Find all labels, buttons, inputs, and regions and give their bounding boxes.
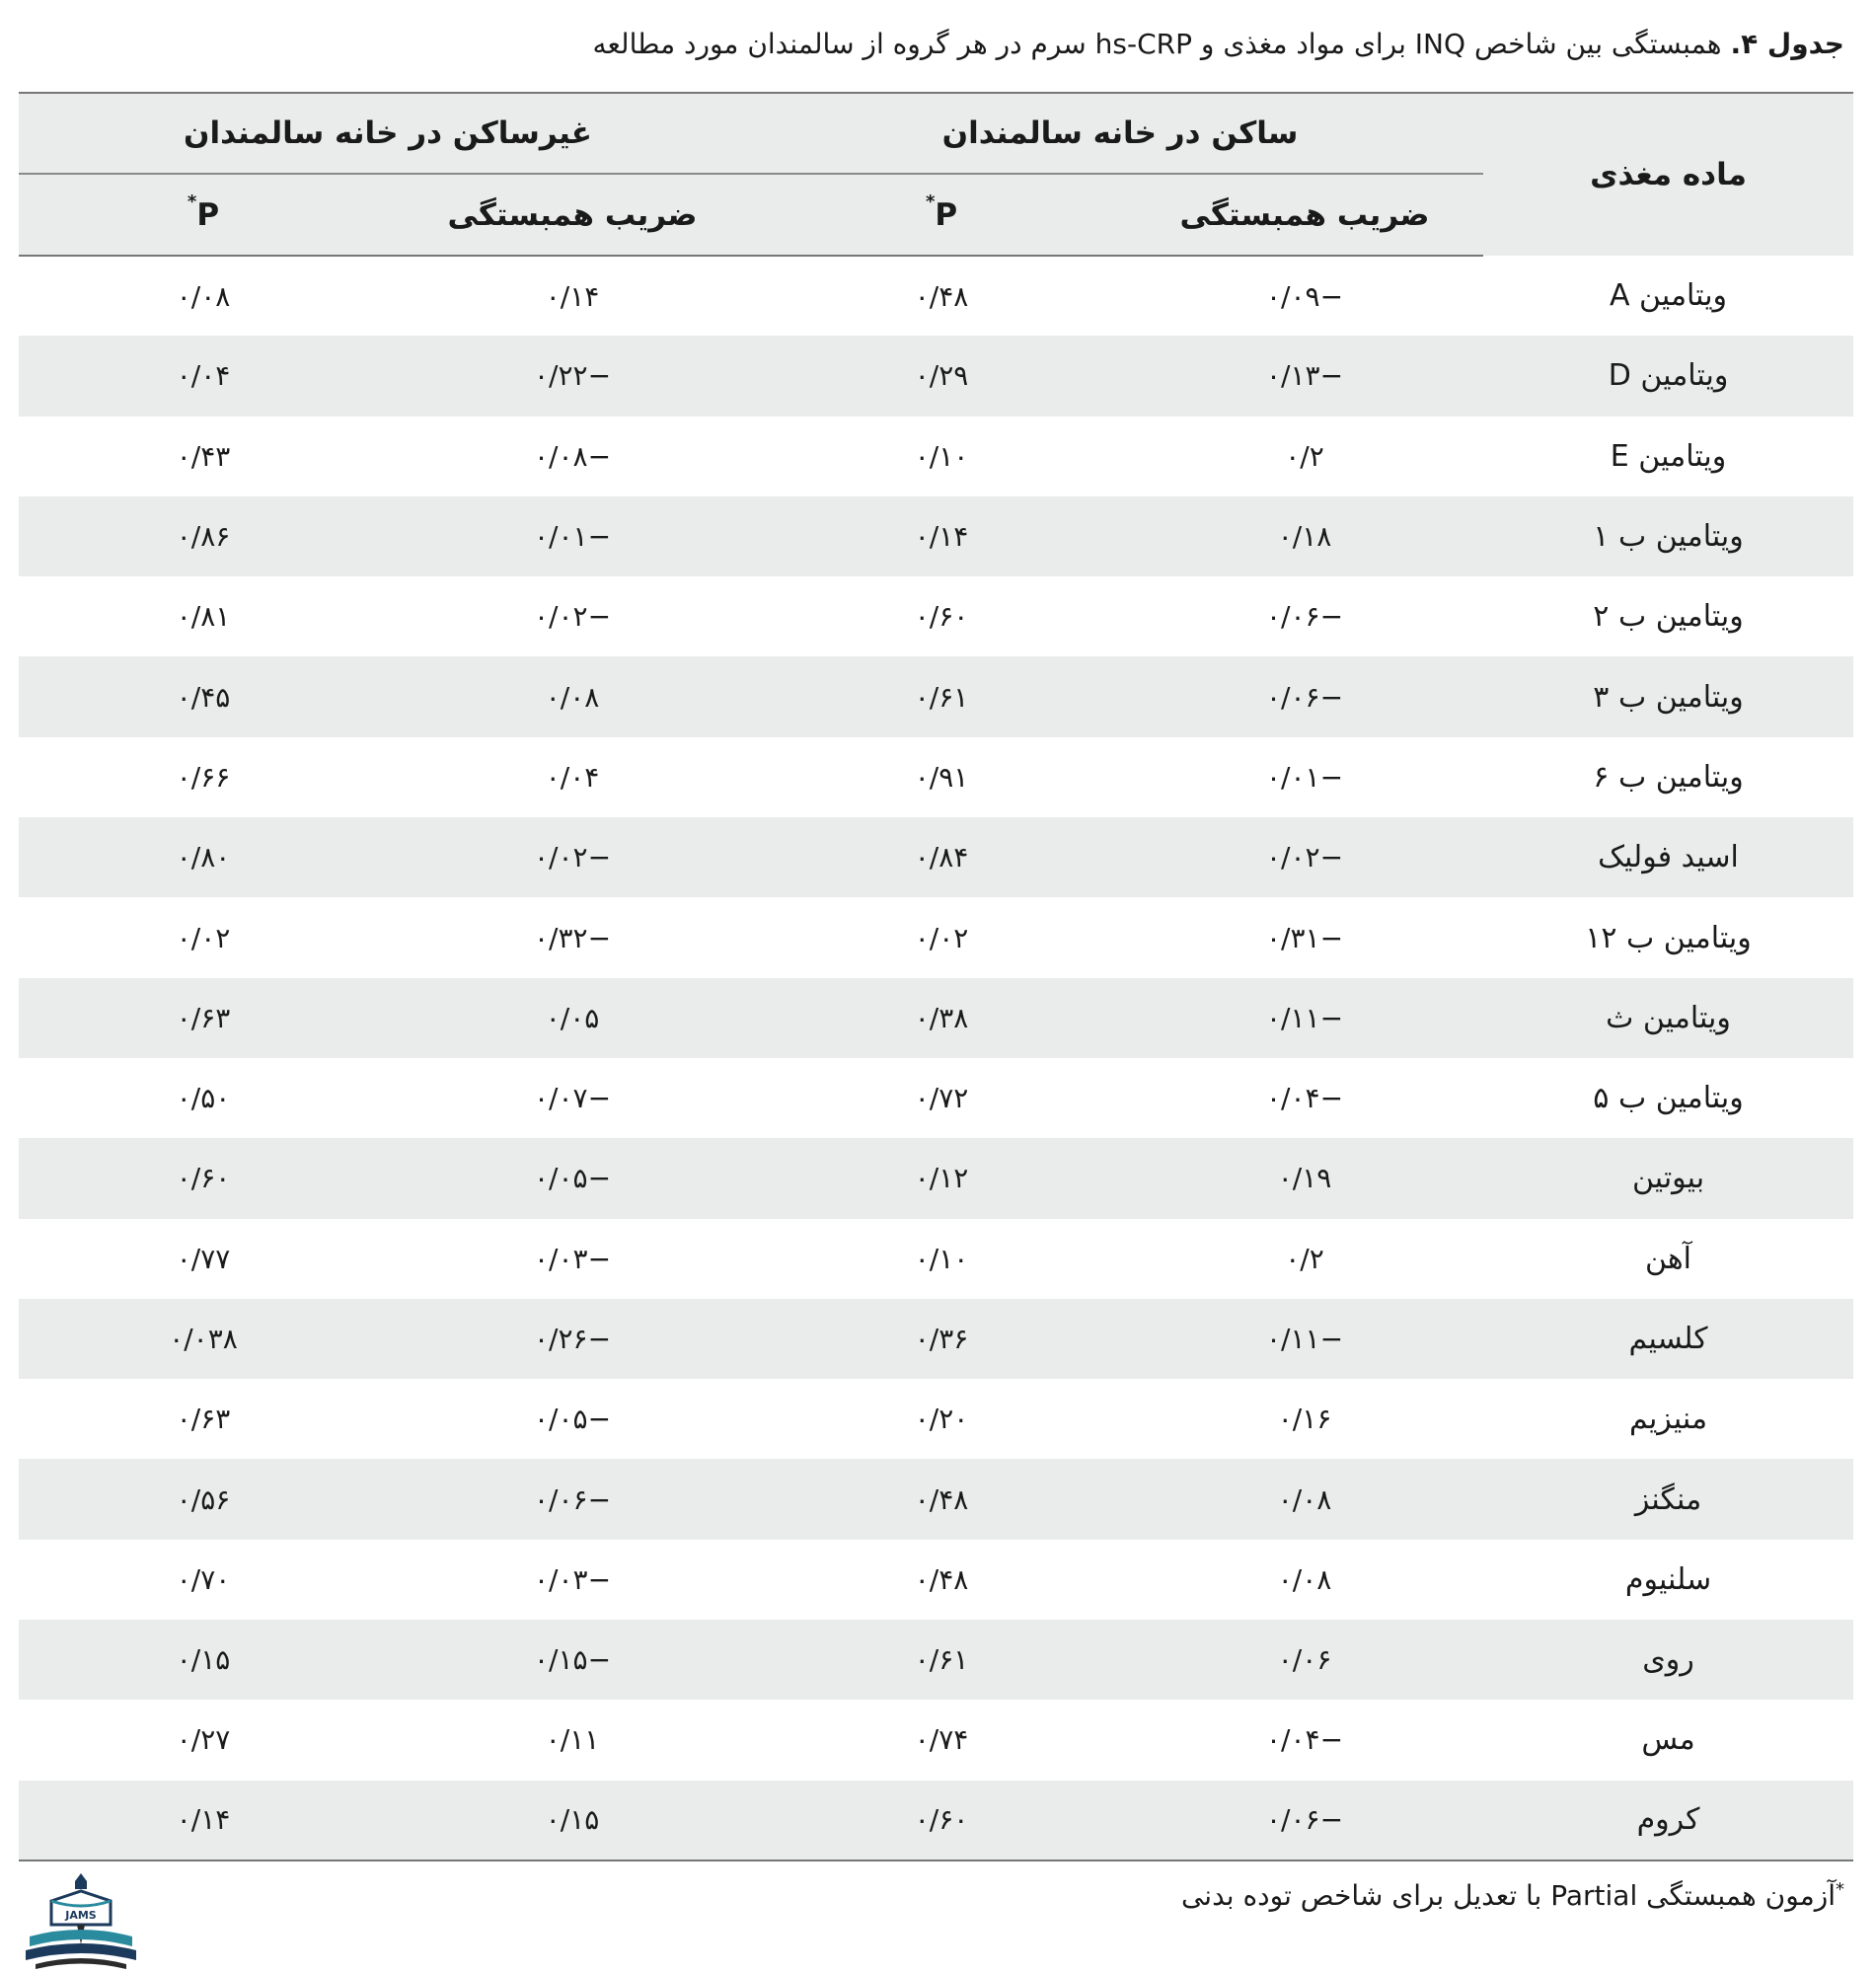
nonresident-correlation-cell: −۰/۳۲ xyxy=(534,921,612,954)
resident-correlation-cell: ۰/۰۸ xyxy=(1277,1562,1332,1596)
nonresident-correlation-cell: −۰/۰۷ xyxy=(534,1082,612,1115)
table-row xyxy=(19,1620,1853,1700)
table-row xyxy=(19,1781,1853,1860)
nutrient-cell: ویتامین A xyxy=(1609,278,1728,314)
resident-correlation-cell: ۰/۲ xyxy=(1285,1242,1324,1275)
header-correlation-resident: ضریب همبستگی xyxy=(1126,174,1483,256)
table-row xyxy=(19,1058,1853,1138)
nonresident-p-cell: ۰/۸۶ xyxy=(176,520,231,554)
resident-correlation-cell: ۰/۲ xyxy=(1285,439,1324,473)
resident-correlation-cell: ۰/۱۶ xyxy=(1277,1403,1332,1436)
nonresident-p-cell: ۰/۷۷ xyxy=(176,1242,231,1275)
resident-correlation-cell: −۰/۰۶ xyxy=(1266,680,1344,714)
footnote-text: آزمون همبستگی Partial با تعدیل برای شاخص توده بدنی xyxy=(1180,1879,1836,1912)
nonresident-p-cell: ۰/۶۰ xyxy=(176,1162,231,1195)
logo-text: JAMS xyxy=(65,1909,97,1922)
nonresident-correlation-cell: −۰/۰۲ xyxy=(534,841,612,874)
nonresident-correlation-cell: ۰/۱۴ xyxy=(545,279,600,313)
nonresident-correlation-cell: −۰/۲۶ xyxy=(534,1323,612,1355)
nonresident-p-cell: ۰/۸۱ xyxy=(176,600,231,634)
table-row xyxy=(19,496,1853,576)
nutrient-cell: مس xyxy=(1641,1722,1695,1758)
header-group-nonresident: غیرساکن در خانه سالمندان xyxy=(19,93,757,174)
nutrient-cell: کلسیم xyxy=(1628,1322,1708,1356)
resident-correlation-cell: −۰/۰۶ xyxy=(1266,600,1344,634)
resident-p-cell: ۰/۴۸ xyxy=(914,279,969,313)
nonresident-correlation-cell: −۰/۰۸ xyxy=(534,439,612,473)
nonresident-correlation-cell: −۰/۰۲ xyxy=(534,600,612,634)
header-p-resident xyxy=(757,174,1126,256)
nonresident-p-cell: ۰/۵۶ xyxy=(176,1482,231,1516)
resident-p-cell: ۰/۸۴ xyxy=(914,841,969,874)
resident-correlation-cell: −۰/۰۲ xyxy=(1266,841,1344,874)
footnote-star: * xyxy=(1836,1879,1844,1900)
nutrient-cell: ویتامین ب ۳ xyxy=(1593,679,1744,715)
resident-p-cell: ۰/۹۱ xyxy=(914,760,969,794)
nonresident-p-cell: ۰/۶۳ xyxy=(176,1001,231,1034)
nonresident-correlation-cell: −۰/۰۵ xyxy=(534,1162,612,1195)
resident-p-cell: ۰/۶۱ xyxy=(914,680,969,714)
nutrient-cell: ویتامین E xyxy=(1610,438,1727,474)
footnote xyxy=(1181,1879,1844,1912)
nonresident-correlation-cell: −۰/۰۳ xyxy=(534,1562,612,1596)
nonresident-correlation-cell: ۰/۱۱ xyxy=(545,1723,600,1757)
nonresident-correlation-cell: ۰/۰۸ xyxy=(545,680,600,714)
resident-correlation-cell: −۰/۱۳ xyxy=(1266,359,1344,393)
nonresident-correlation-cell: −۰/۰۶ xyxy=(534,1482,612,1516)
resident-correlation-cell: ۰/۱۹ xyxy=(1277,1162,1332,1195)
resident-correlation-cell: −۰/۰۶ xyxy=(1126,1781,1483,1860)
nutrient-cell: بیوتین xyxy=(1631,1161,1705,1196)
resident-correlation-cell: ۰/۱۸ xyxy=(1277,520,1332,554)
table-row xyxy=(19,336,1853,416)
nutrient-cell: ویتامین D xyxy=(1608,358,1729,394)
resident-p-cell: ۰/۷۲ xyxy=(914,1082,969,1115)
nutrient-cell: کروم xyxy=(1483,1781,1853,1860)
resident-p-cell: ۰/۶۰ xyxy=(914,600,969,634)
resident-p-cell: ۰/۲۹ xyxy=(914,359,969,393)
nutrient-cell: ویتامین ب ۱ xyxy=(1593,519,1744,555)
resident-correlation-cell: −۰/۱۱ xyxy=(1266,1001,1344,1034)
nonresident-p-cell: ۰/۰۲ xyxy=(176,921,231,954)
nonresident-correlation-cell: −۰/۱۵ xyxy=(534,1643,612,1677)
resident-p-cell: ۰/۳۸ xyxy=(914,1001,969,1034)
nutrient-cell: سلنیوم xyxy=(1624,1561,1712,1597)
nutrient-cell: ویتامین ب ۵ xyxy=(1593,1081,1744,1116)
header-p-letter: P xyxy=(196,196,220,233)
resident-p-cell: ۰/۱۰ xyxy=(914,1242,969,1275)
table-row xyxy=(19,1459,1853,1539)
table-row xyxy=(19,1379,1853,1459)
resident-p-cell: ۰/۶۱ xyxy=(914,1643,969,1677)
header-p-star: * xyxy=(925,190,936,212)
nutrient-cell: آهن xyxy=(1645,1241,1692,1276)
nonresident-correlation-cell: −۰/۲۲ xyxy=(534,359,612,393)
table-caption xyxy=(39,22,1844,67)
nonresident-p-cell: ۰/۰۸ xyxy=(176,279,231,313)
resident-correlation-cell: −۰/۱۱ xyxy=(1266,1323,1344,1355)
header-p-nonresident xyxy=(19,174,388,256)
resident-p-cell: ۰/۱۲ xyxy=(914,1162,969,1195)
resident-p-cell: ۰/۲۰ xyxy=(914,1403,969,1436)
resident-correlation-cell: −۰/۳۱ xyxy=(1266,921,1344,954)
nonresident-p-cell: ۰/۴۳ xyxy=(176,439,231,473)
table-row xyxy=(19,737,1853,817)
table-body xyxy=(19,256,1853,1860)
header-p-letter: P xyxy=(935,196,958,233)
header-correlation-nonresident: ضریب همبستگی xyxy=(388,174,757,256)
resident-p-cell: ۰/۱۰ xyxy=(914,439,969,473)
caption-label: جدول ۴. xyxy=(1730,28,1844,60)
resident-p-cell: ۰/۴۸ xyxy=(914,1482,969,1516)
resident-correlation-cell: ۰/۰۸ xyxy=(1277,1482,1332,1516)
table-row xyxy=(19,1219,1853,1299)
nutrient-cell: ویتامین ب ۲ xyxy=(1593,599,1744,635)
nonresident-correlation-cell: ۰/۱۵ xyxy=(388,1781,757,1860)
table-row xyxy=(19,1700,1853,1780)
nonresident-p-cell: ۰/۲۷ xyxy=(176,1723,231,1757)
table-row xyxy=(19,1540,1853,1620)
resident-correlation-cell: −۰/۰۴ xyxy=(1266,1082,1344,1115)
table-header xyxy=(19,93,1853,256)
resident-p-cell: ۰/۴۸ xyxy=(914,1562,969,1596)
resident-p-cell: ۰/۳۶ xyxy=(914,1323,969,1355)
nonresident-p-cell: ۰/۴۵ xyxy=(176,680,231,714)
resident-p-cell: ۰/۱۴ xyxy=(914,520,969,554)
nonresident-correlation-cell: ۰/۰۵ xyxy=(545,1001,600,1034)
nutrient-cell: ویتامین ب ۱۲ xyxy=(1585,920,1752,955)
resident-correlation-cell: ۰/۰۶ xyxy=(1277,1643,1332,1677)
table-row xyxy=(19,978,1853,1058)
journal-logo xyxy=(22,1867,140,1970)
table-row xyxy=(19,1138,1853,1218)
header-nutrient: ماده مغذی xyxy=(1483,93,1853,256)
correlation-table xyxy=(19,92,1853,1861)
resident-correlation-cell: −۰/۰۹ xyxy=(1266,279,1344,313)
resident-correlation-cell: −۰/۰۴ xyxy=(1266,1723,1344,1757)
nonresident-p-cell: ۰/۰۴ xyxy=(176,359,231,393)
resident-p-cell: ۰/۶۰ xyxy=(757,1781,1126,1860)
table-row xyxy=(19,417,1853,496)
nonresident-p-cell: ۰/۱۵ xyxy=(176,1643,231,1677)
nonresident-correlation-cell: ۰/۰۴ xyxy=(545,760,600,794)
table-row xyxy=(19,576,1853,656)
nutrient-cell: روی xyxy=(1642,1642,1694,1678)
nutrient-cell: منیزیم xyxy=(1628,1402,1708,1437)
header-p-star: * xyxy=(187,190,197,212)
nonresident-p-cell: ۰/۱۴ xyxy=(19,1781,388,1860)
nonresident-p-cell: ۰/۶۶ xyxy=(176,760,231,794)
table-row xyxy=(19,1299,1853,1379)
nonresident-p-cell: ۰/۵۰ xyxy=(176,1082,231,1115)
resident-p-cell: ۰/۰۲ xyxy=(914,921,969,954)
nonresident-p-cell: ۰/۸۰ xyxy=(176,841,231,874)
nonresident-p-cell: ۰/۶۳ xyxy=(176,1403,231,1436)
nonresident-correlation-cell: −۰/۰۳ xyxy=(534,1242,612,1275)
nonresident-p-cell: ۰/۰۳۸ xyxy=(169,1323,238,1355)
nutrient-cell: ویتامین ب ۶ xyxy=(1593,759,1744,795)
table-row xyxy=(19,656,1853,736)
nonresident-correlation-cell: −۰/۰۵ xyxy=(534,1403,612,1436)
resident-p-cell: ۰/۷۴ xyxy=(914,1723,969,1757)
header-group-resident: ساکن در خانه سالمندان xyxy=(757,93,1483,174)
nonresident-correlation-cell: −۰/۰۱ xyxy=(534,520,612,554)
table-row xyxy=(19,897,1853,977)
caption-text: همبستگی بین شاخص INQ برای مواد مغذی و hs-CRP سرم در هر گروه از سالمندان مورد مطالعه xyxy=(592,28,1722,60)
nutrient-cell: منگنز xyxy=(1634,1481,1702,1517)
table-row xyxy=(19,256,1853,336)
table-row xyxy=(19,817,1853,897)
nonresident-p-cell: ۰/۷۰ xyxy=(176,1562,231,1596)
nutrient-cell: ویتامین ث xyxy=(1606,1000,1731,1035)
nutrient-cell: اسید فولیک xyxy=(1598,840,1739,875)
resident-correlation-cell: −۰/۰۱ xyxy=(1266,760,1344,794)
